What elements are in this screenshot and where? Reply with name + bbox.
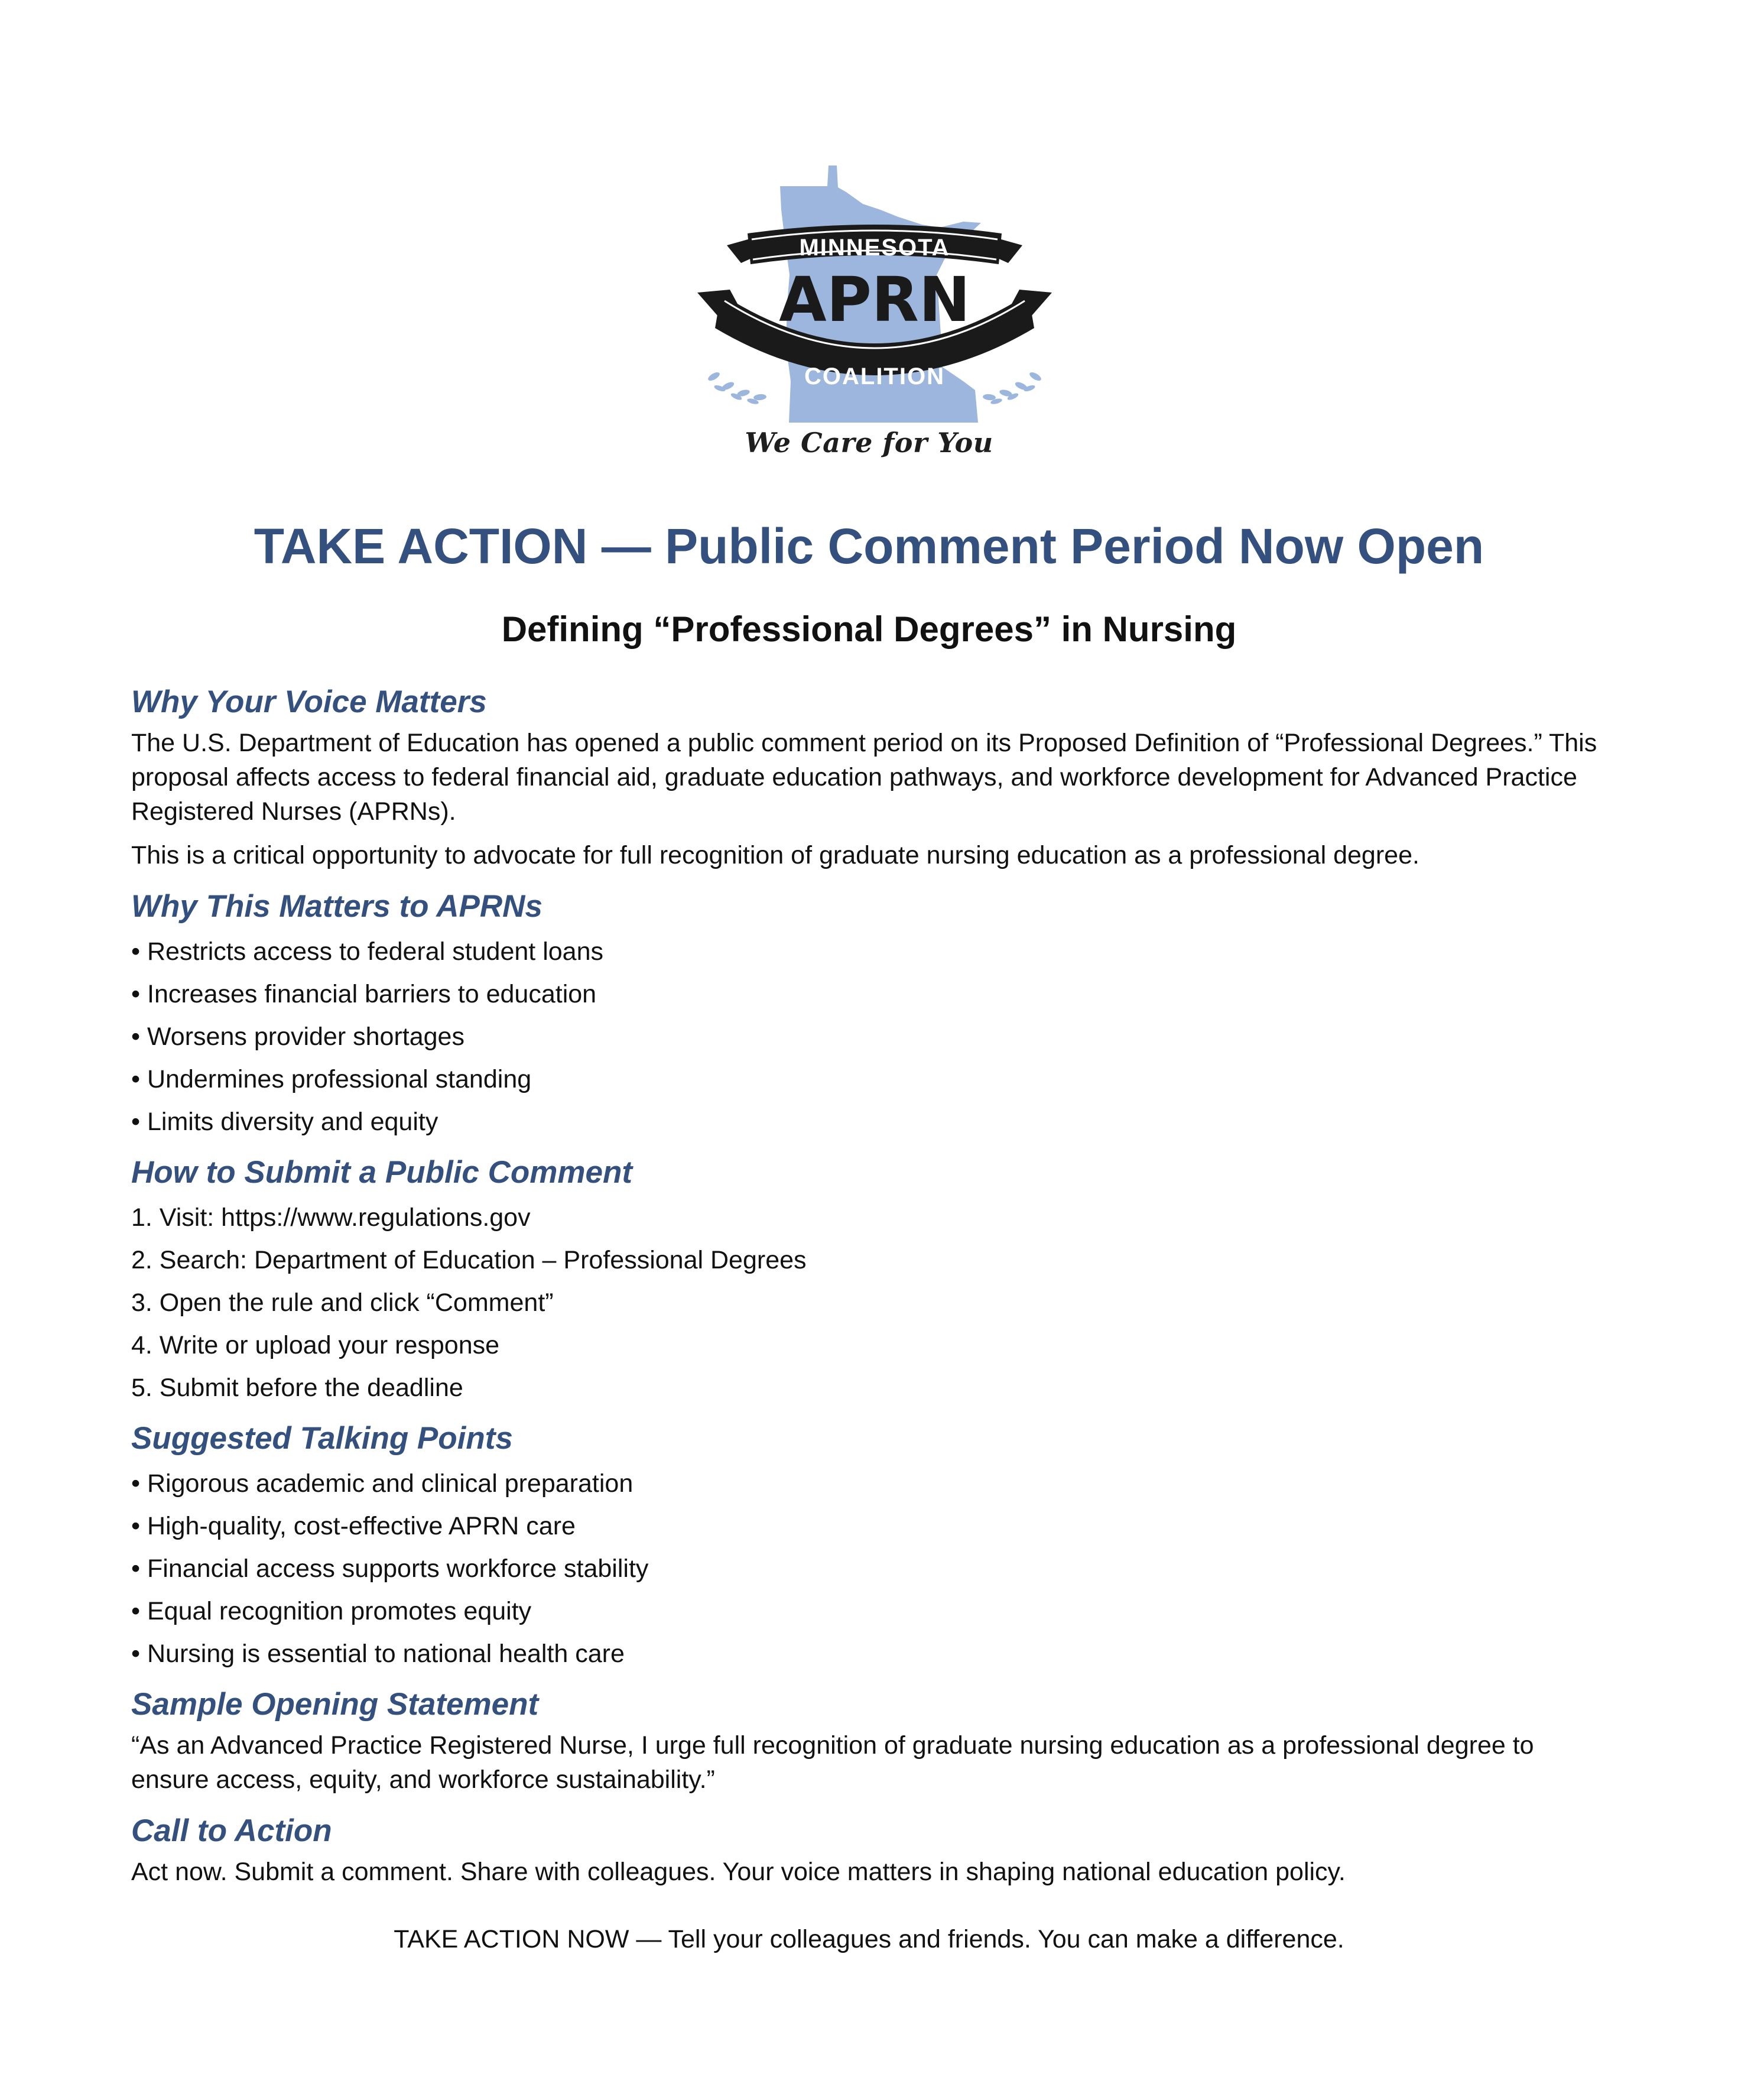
numbered-list bbox=[131, 1196, 1609, 1409]
list-item: 4. Write or upload your response bbox=[131, 1331, 500, 1359]
list-item: • Financial access supports workforce stability bbox=[131, 1554, 649, 1583]
list-item: • Rigorous academic and clinical preparation bbox=[131, 1469, 634, 1498]
bullet-list bbox=[131, 930, 1609, 1143]
section-talking-points bbox=[131, 1416, 1609, 1675]
section-sample-opening bbox=[131, 1682, 1609, 1797]
section-heading: Call to Action bbox=[131, 1813, 332, 1848]
logo-minnesota-text: MINNESOTA bbox=[799, 235, 950, 261]
list-item: • Equal recognition promotes equity bbox=[131, 1597, 532, 1625]
paragraph: The U.S. Department of Education has opened a public comment period on its Proposed Definition of “Professional Degrees.” This proposal affects access to federal financial aid, graduate education pathways, and workforce development for Advanced Practice Registered Nurses (APRNs). bbox=[131, 729, 1597, 826]
section-why-your-voice-matters bbox=[131, 680, 1609, 872]
paragraph: Act now. Submit a comment. Share with colleagues. Your voice matters in shaping national education policy. bbox=[131, 1858, 1346, 1886]
left-laurel-icon bbox=[707, 371, 766, 405]
section-heading: Suggested Talking Points bbox=[131, 1421, 513, 1456]
list-item: • Worsens provider shortages bbox=[131, 1023, 464, 1051]
section-why-this-matters bbox=[131, 884, 1609, 1143]
logo-coalition-text: COALITION bbox=[804, 363, 945, 390]
tagline: We Care for You bbox=[745, 427, 993, 459]
section-heading: Why This Matters to APRNs bbox=[131, 889, 542, 924]
page-title: TAKE ACTION — Public Comment Period Now Open bbox=[254, 518, 1484, 574]
section-heading: How to Submit a Public Comment bbox=[131, 1155, 633, 1190]
section-call-to-action bbox=[131, 1809, 1609, 1889]
section-how-to-submit bbox=[131, 1150, 1609, 1409]
list-item: • Nursing is essential to national health care bbox=[131, 1640, 625, 1668]
sample-statement: “As an Advanced Practice Registered Nurse, I urge full recognition of graduate nursing education as a professional degree to ensure access, equity, and workforce sustainability.” bbox=[131, 1731, 1534, 1794]
list-item: • Restricts access to federal student loans bbox=[131, 937, 603, 966]
list-item: 2. Search: Department of Education – Professional Degrees bbox=[131, 1246, 807, 1274]
footer-text: TAKE ACTION NOW — Tell your colleagues and friends. You can make a difference. bbox=[394, 1925, 1344, 1953]
section-heading: Why Your Voice Matters bbox=[131, 684, 487, 719]
list-item: • Limits diversity and equity bbox=[131, 1108, 438, 1136]
paragraph: This is a critical opportunity to advocate for full recognition of graduate nursing education as a professional degree. bbox=[131, 841, 1419, 869]
document-body bbox=[131, 680, 1609, 1889]
list-item: 3. Open the rule and click “Comment” bbox=[131, 1288, 554, 1317]
logo-aprn-text: APRN bbox=[779, 264, 970, 336]
list-item: 5. Submit before the deadline bbox=[131, 1374, 463, 1402]
list-item: • Increases financial barriers to education bbox=[131, 980, 597, 1008]
list-item: • Undermines professional standing bbox=[131, 1065, 532, 1093]
bullet-list bbox=[131, 1462, 1609, 1675]
page-subtitle: Defining “Professional Degrees” in Nursing bbox=[501, 609, 1237, 649]
list-item: • High-quality, cost-effective APRN care bbox=[131, 1512, 576, 1540]
right-laurel-icon bbox=[983, 371, 1042, 405]
section-heading: Sample Opening Statement bbox=[131, 1687, 539, 1722]
list-item: 1. Visit: https://www.regulations.gov bbox=[131, 1203, 531, 1232]
